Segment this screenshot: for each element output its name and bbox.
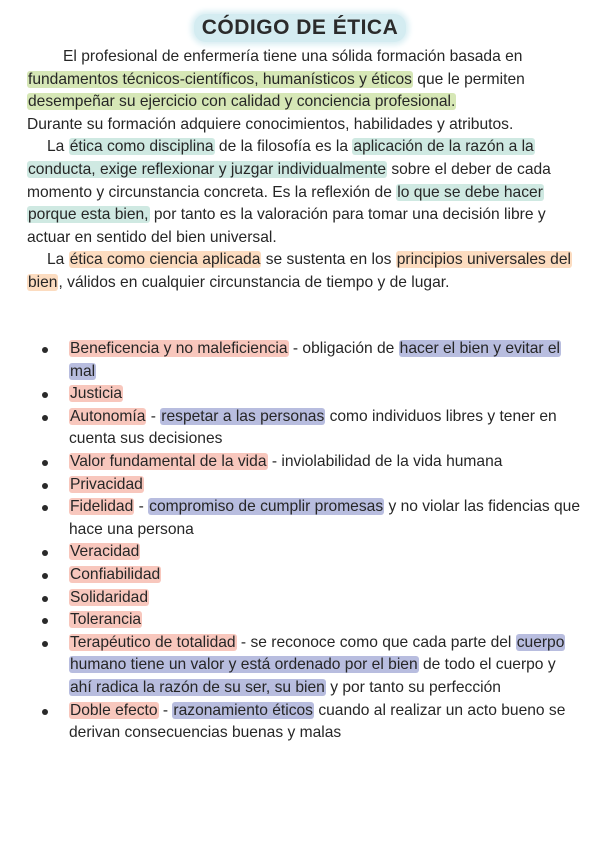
principle-key: razonamiento éticos	[173, 701, 313, 719]
principle-key-2: ahí radica la razón de su ser, su bien	[70, 678, 325, 696]
list-item	[42, 406, 582, 451]
list-item	[42, 474, 582, 497]
p1-highlight-1: fundamentos técnicos-científicos, humanísticos y éticos	[28, 70, 412, 88]
principle-rest: de todo el cuerpo y	[418, 656, 556, 674]
list-item	[42, 632, 582, 700]
paragraph-1	[27, 46, 575, 136]
principle-sep: - se reconoce como que cada parte del	[236, 633, 516, 651]
paragraph-3	[27, 249, 575, 294]
p1-text-3: Durante su formación adquiere conocimientos, habilidades y atributos.	[27, 115, 514, 133]
p3-text-3: , válidos en cualquier circunstancia de tiempo y de lugar.	[58, 273, 450, 291]
principle-sep: -	[146, 407, 161, 425]
p2-text-4: por tanto es la valoración para tomar una decisión libre y actuar en sentido del bien universal.	[27, 206, 546, 246]
paragraph-2	[27, 136, 575, 249]
intro-text	[27, 46, 575, 295]
bullet-icon	[42, 460, 48, 466]
p3-highlight-2: principios universales del bien	[28, 251, 571, 291]
principle-rest-2: y por tanto su perfección	[325, 678, 501, 696]
principle-sep: - obligación de	[288, 340, 399, 357]
principle-name: Autonomía	[70, 407, 146, 425]
bullet-icon	[42, 641, 48, 647]
list-item	[42, 564, 582, 587]
bullet-icon	[42, 392, 48, 398]
principle-key: respetar a las personas	[161, 407, 325, 425]
p1-text-1: El profesional de enfermería tiene una sólida formación basada en	[63, 48, 523, 65]
principle-name: Beneficencia y no maleficiencia	[70, 340, 288, 357]
list-item	[42, 451, 582, 474]
p1-highlight-2: desempeñar su ejercicio con calidad y conciencia profesional.	[28, 93, 456, 111]
principle-key: hacer el bien y evitar el mal	[70, 340, 561, 380]
p3-highlight-1: ética como ciencia aplicada	[69, 251, 261, 269]
bullet-icon	[42, 505, 48, 511]
bullet-icon	[42, 483, 48, 489]
page-title: CÓDIGO DE ÉTICA	[194, 14, 407, 42]
list-item	[42, 541, 582, 564]
principle-key: cuerpo humano tiene un valor y está ordenado por el bien	[70, 633, 565, 674]
principle-name: Doble efecto	[70, 701, 158, 719]
principle-name: Terapéutico de totalidad	[70, 633, 236, 651]
principles-list	[42, 338, 582, 745]
list-item	[42, 609, 582, 632]
principle-sep: -	[134, 498, 149, 516]
p2-text-3: sobre el deber de cada momento y circunstancia concreta. Es la reflexión de	[27, 160, 551, 201]
list-item	[42, 383, 582, 406]
bullet-icon	[42, 550, 48, 556]
list-item	[42, 496, 582, 541]
principle-key: compromiso de cumplir promesas	[149, 498, 384, 516]
principle-name: Valor fundamental de la vida	[70, 452, 267, 470]
list-item	[42, 338, 582, 383]
bullet-icon	[42, 415, 48, 421]
principle-name: Tolerancia	[70, 611, 142, 629]
p3-text-1: La	[47, 251, 69, 269]
list-item	[42, 587, 582, 610]
principle-rest: como individuos libres y tener en cuenta sus decisiones	[69, 407, 557, 448]
bullet-icon	[42, 596, 48, 602]
p3-text-2: se sustenta en los	[261, 251, 396, 269]
principle-name: Fidelidad	[70, 498, 134, 516]
bullet-icon	[42, 709, 48, 715]
principle-name: Solidaridad	[70, 588, 149, 606]
p2-highlight-1: ética como disciplina	[69, 138, 214, 156]
p2-text-2: de la filosofía es la	[214, 138, 353, 156]
p1-text-2: que le permiten	[412, 70, 525, 88]
bullet-icon	[42, 347, 48, 353]
bullet-icon	[42, 573, 48, 579]
principle-name: Confiabilidad	[70, 565, 161, 583]
p2-highlight-3: lo que se debe hacer porque esta bien,	[28, 183, 543, 224]
p2-highlight-2: aplicación de la razón a la conducta, exige reflexionar y juzgar individualmente	[28, 138, 534, 178]
principle-name: Justicia	[70, 385, 122, 403]
principle-sep: - inviolabilidad de la vida humana	[267, 452, 503, 470]
principle-rest: cuando al realizar un acto bueno se derivan consecuencias buenas y malas	[69, 701, 566, 742]
principle-name: Privacidad	[70, 475, 143, 493]
bullet-icon	[42, 618, 48, 624]
principle-name: Veracidad	[70, 543, 140, 561]
principle-sep: -	[158, 701, 173, 719]
principle-rest: y no violar las fidencias que hace una persona	[69, 498, 581, 538]
p2-text-1: La	[47, 138, 69, 156]
list-item	[42, 700, 582, 745]
title-area	[0, 14, 600, 42]
